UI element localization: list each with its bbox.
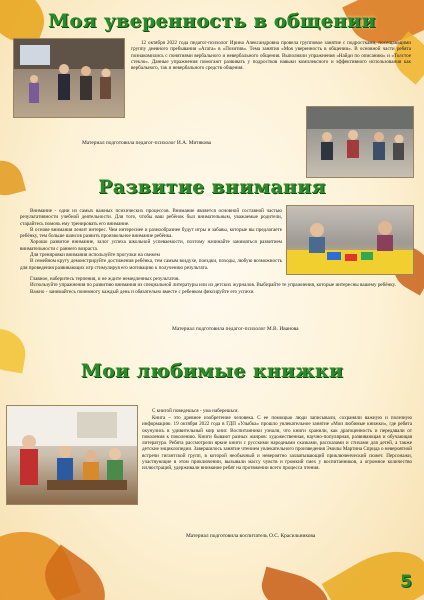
paragraph: Главное, наберитесь терпения, и не ждите немедленных результатов. xyxy=(30,276,180,282)
section-2-text-wide xyxy=(20,276,412,295)
paragraph: 12 октября 2022 года педагог-психолог Ирина Александровна провела групповое занятие с подростками, посещающими группу дневного пребывания «Агата» в «Позитив». Тема занятия «Моя уверенность в общении». В основной части ребята познакомились с понятиями вербального и невербального общения. Выполняли упражнения «Найди по описанию» и «Толстое стекло». Данные упражнения помогают развивать у подростков навыки комплексного и эффективного использования как вербального, так и невербального средств общения. xyxy=(131,40,411,72)
section-3-caption: Материал подготовила воспитатель О.С. Красильникова xyxy=(186,533,316,539)
section-title: Мои любимые книжки xyxy=(80,360,344,382)
photo-reading-children xyxy=(6,405,138,505)
section-3-text-body xyxy=(142,415,412,511)
paragraph: Важно - занимайтесь понемногу каждый день и обязательно вместе с ребенком фиксируйте его успехи. xyxy=(30,288,255,295)
section-title: Моя уверенность в общении xyxy=(48,10,376,32)
paragraph: В семейном кругу демонстрируйте достижения ребёнка, тем самым воздухе, поездки, походы, любую возможность для проведения развивающих игр стимулируя его мотивацию к получению результата. xyxy=(20,258,282,271)
paragraph: Внимание - одни из самых важных психических процессов. Внимание является основной составной частью результативности учебной деятельности. Для того, чтобы ваш ребёнок был внимательным, уважаемые родители, старайтесь помочь ему тренировать его внимание. xyxy=(20,208,282,227)
paragraph: Используйте упражнения по развитию внимания из специальной литературы или из детских журналов. Выбирайте те упражнения, которые интересны вашему ребёнку. xyxy=(30,282,396,289)
photo-attention-game xyxy=(286,205,414,275)
photo-group-session xyxy=(13,38,125,118)
paragraph: Книга – это древнее изобретение человека. С ее помощью люди записывали, сохраняли важную и полезную информацию. 19 октября 2022 года в ГДП «Улыбка» прошло увлекательное занятие «Мои любимые книжки», где ребята окунулись в удивительный мир книг. Воспитанники узнали, что книги хранили, как драгоценность и передавали от поколения к поколению. Книги бывают разных жанров: художественная, научно-популярная, развивающая и обучающая литература. Ребята рассмотрели яркие книги с русскими народными сказками, рассказами и стихами для детей, а также детские энциклопедии. Завершилось занятие чтением увлекательного произведения Эмилы Мартина Сприда о невероятной встречи гигантской групп, в которой необычный и невероятно захватывающий приключенческий сюжет. Персонажи, участвующие в этом приключении, вызывали массу чувств и громкий смех у воспитанников, а огромное количество иллюстраций, удерживали внимание ребят на протяжении всего процесса чтения. xyxy=(142,415,412,472)
page-number: 5 xyxy=(400,572,412,592)
paragraph: С книгой поведешься - ума наберешься. xyxy=(152,408,239,414)
section-3-text xyxy=(142,408,412,414)
section-1-text xyxy=(131,40,411,71)
section-title: Развитие внимания xyxy=(98,176,326,198)
section-1-caption: Материал подготовила педагог-психолог И.А. Митякова xyxy=(82,140,212,146)
paragraph: Для тренировки внимания используйте прогулки на свежем xyxy=(30,252,160,259)
photo-teens-seated xyxy=(306,106,414,178)
section-2-text xyxy=(20,208,282,271)
paragraph: В основе внимания лежит интерес. Чем интереснее и разнообразнее будут игры и забавы, которые вы предлагаете ребёнку, тем больше шансов развить произвольное внимание ребёнка. xyxy=(20,226,282,240)
paragraph: Хорошо развитое внимание, залог успеха школьной успеваемости, поэтому начинайте заниматься развитием внимательности с раннего возраста. xyxy=(20,239,282,252)
section-2-caption: Материал подготовила педагог-психолог М.В. Иванова xyxy=(172,326,299,332)
